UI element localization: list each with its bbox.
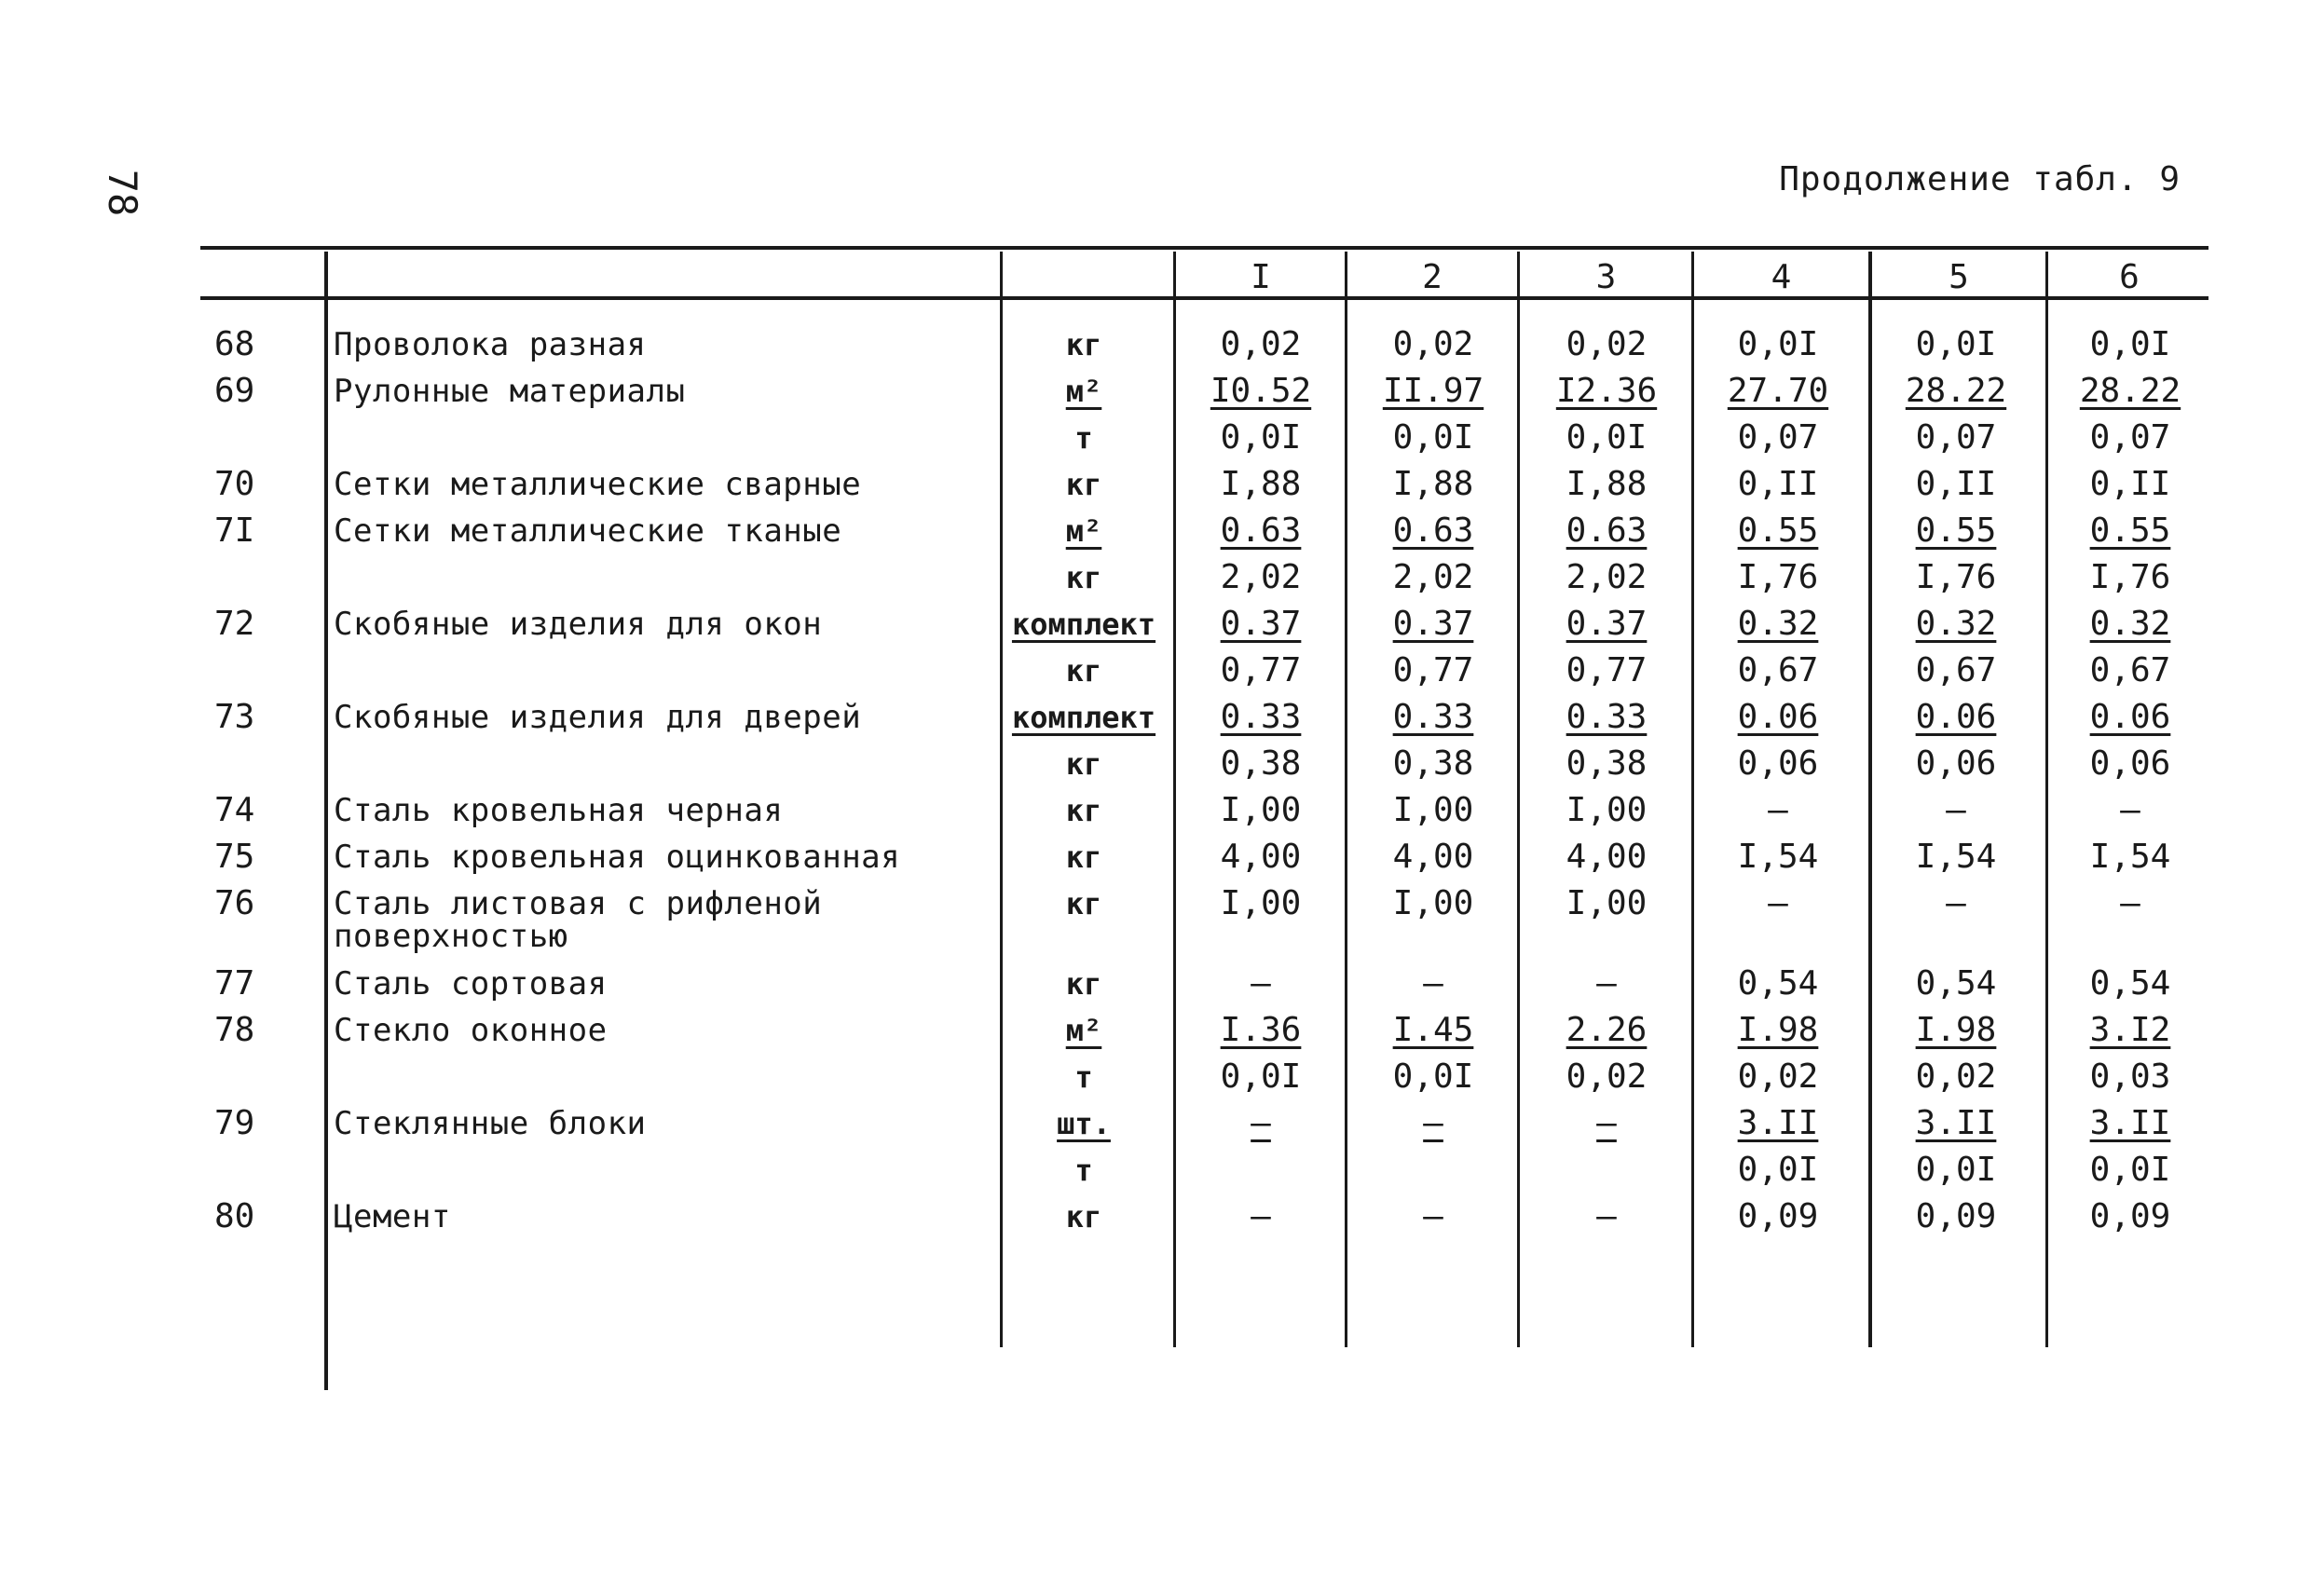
value-cell: 2,02	[1220, 558, 1302, 596]
unit-of-measure: кг	[1065, 327, 1102, 362]
value-cell: 0.33	[1566, 698, 1648, 736]
table-row	[0, 961, 2311, 1007]
row-number: 74	[214, 791, 255, 829]
material-name: Сталь листовая с рифленой	[334, 885, 823, 922]
value-cell: 0,09	[2089, 1197, 2171, 1235]
row-number: 70	[214, 465, 255, 503]
value-cell: 0,0I	[1915, 1151, 1997, 1189]
value-cell: 0,07	[1915, 418, 1997, 457]
value-cell: 27.70	[1727, 372, 1829, 410]
column-header: 5	[1949, 258, 1969, 296]
value-cell: 0,II	[1737, 465, 1819, 503]
value-cell: I,00	[1392, 791, 1474, 829]
row-number: 7I	[214, 512, 255, 550]
value-cell: I,54	[2089, 838, 2171, 876]
value-cell: 0,38	[1220, 744, 1302, 783]
material-name: Цемент	[334, 1198, 451, 1235]
material-name: Сталь кровельная оцинкованная	[334, 839, 901, 876]
unit-of-measure: кг	[1065, 653, 1102, 689]
value-cell: I,54	[1915, 838, 1997, 876]
table-row	[0, 1100, 2311, 1147]
value-cell: 0,0I	[2089, 1151, 2171, 1189]
value-cell: 0.06	[2089, 698, 2171, 736]
row-number: 79	[214, 1104, 255, 1142]
value-cell: 3.I2	[2089, 1011, 2171, 1049]
value-cell: 0.37	[1220, 605, 1302, 643]
value-cell: –	[1423, 1197, 1443, 1235]
value-cell: 2.26	[1566, 1011, 1648, 1049]
unit-of-measure: кг	[1065, 560, 1102, 595]
value-cell: 0,67	[1737, 651, 1819, 689]
value-cell: I2.36	[1555, 372, 1658, 410]
unit-of-measure: кг	[1065, 1199, 1102, 1235]
value-cell: I.98	[1737, 1011, 1819, 1049]
value-cell: 0,0I	[1737, 325, 1819, 363]
column-header: 3	[1595, 258, 1617, 296]
value-cell: I,76	[1915, 558, 1997, 596]
table-row	[0, 1007, 2311, 1054]
material-name: Скобяные изделия для дверей	[334, 699, 862, 736]
unit-of-measure: кг	[1065, 746, 1102, 782]
value-cell: 0.33	[1220, 698, 1302, 736]
value-cell: 0,03	[2089, 1057, 2171, 1096]
value-cell: 0,02	[1220, 325, 1302, 363]
row-number: 69	[214, 372, 255, 410]
value-cell: 0,0I	[1737, 1151, 1819, 1189]
value-cell: 0,38	[1392, 744, 1474, 783]
value-cell: I,54	[1737, 838, 1819, 876]
unit-of-measure: м²	[1065, 513, 1102, 549]
value-cell: –	[2120, 791, 2140, 829]
value-cell: 0,54	[1737, 964, 1819, 1003]
value-cell: 0,0I	[1915, 325, 1997, 363]
value-cell: 0,77	[1566, 651, 1648, 689]
table-row	[0, 834, 2311, 880]
material-name-continued: поверхностью	[334, 918, 568, 955]
unit-of-measure: т	[1074, 1059, 1093, 1095]
value-cell: –	[2120, 884, 2140, 922]
table-row	[0, 1054, 2311, 1100]
value-cell: 0,0I	[1566, 418, 1648, 457]
unit-of-measure: м²	[1065, 374, 1102, 409]
value-cell: 2,02	[1566, 558, 1648, 596]
unit-of-measure: кг	[1065, 839, 1102, 875]
value-cell: 0,38	[1566, 744, 1648, 783]
value-cell: 0.32	[1737, 605, 1819, 643]
value-cell: 0,67	[1915, 651, 1997, 689]
value-cell: 0,0I	[1220, 1057, 1302, 1096]
row-number: 68	[214, 325, 255, 363]
value-cell: 0,07	[2089, 418, 2171, 457]
row-number: 80	[214, 1197, 255, 1235]
value-cell: 0,54	[2089, 964, 2171, 1003]
unit-of-measure: комплект	[1011, 700, 1156, 735]
column-header: 2	[1422, 258, 1443, 296]
value-cell: 3.II	[1915, 1104, 1997, 1142]
column-header: 6	[2119, 258, 2140, 296]
value-cell: 4,00	[1392, 838, 1474, 876]
value-cell: 0,02	[1566, 325, 1648, 363]
value-cell: –	[1251, 964, 1271, 1003]
row-number: 73	[214, 698, 255, 736]
unit-of-measure: т	[1074, 1153, 1093, 1188]
page-number: 78	[100, 169, 145, 217]
value-cell: 0,II	[1915, 465, 1997, 503]
row-number: 76	[214, 884, 255, 922]
value-cell: 0.32	[1915, 605, 1997, 643]
value-cell: –	[1596, 1197, 1617, 1235]
unit-of-measure: комплект	[1011, 607, 1156, 642]
value-cell: 0,II	[2089, 465, 2171, 503]
material-name: Сталь сортовая	[334, 965, 608, 1003]
table-row	[0, 1147, 2311, 1194]
value-cell: –	[1251, 1104, 1271, 1142]
material-name: Скобяные изделия для окон	[334, 606, 823, 643]
material-name: Стеклянные блоки	[334, 1105, 647, 1142]
value-cell: 0.06	[1915, 698, 1997, 736]
value-cell: II.97	[1382, 372, 1484, 410]
value-cell: I,88	[1566, 465, 1648, 503]
value-cell: 4,00	[1220, 838, 1302, 876]
value-cell: 0,0I	[1392, 418, 1474, 457]
row-number: 75	[214, 838, 255, 876]
column-header: 4	[1771, 258, 1792, 296]
table-row	[0, 648, 2311, 694]
value-cell: 0,0I	[1220, 418, 1302, 457]
value-cell: 0,0I	[2089, 325, 2171, 363]
value-cell: 0,06	[2089, 744, 2171, 783]
value-cell: 0,09	[1737, 1197, 1819, 1235]
header-bottom-rule	[200, 296, 2208, 300]
value-cell: I,00	[1220, 791, 1302, 829]
value-cell: 0,06	[1915, 744, 1997, 783]
row-number: 77	[214, 964, 255, 1003]
value-cell: 0.55	[2089, 512, 2171, 550]
value-cell: 0.55	[1915, 512, 1997, 550]
value-cell: –	[1423, 1104, 1443, 1142]
unit-of-measure: кг	[1065, 886, 1102, 921]
value-cell: 0,77	[1392, 651, 1474, 689]
table-row	[0, 880, 2311, 955]
table-row	[0, 461, 2311, 508]
value-cell: I,00	[1566, 791, 1648, 829]
table-row	[0, 741, 2311, 787]
table-row	[0, 1194, 2311, 1240]
column-header: I	[1251, 258, 1271, 296]
value-cell: 3.II	[2089, 1104, 2171, 1142]
value-cell: 0,07	[1737, 418, 1819, 457]
value-cell: I,88	[1392, 465, 1474, 503]
material-name: Проволока разная	[334, 326, 647, 363]
table-row	[0, 368, 2311, 415]
value-cell: –	[1768, 791, 1788, 829]
value-cell: 0.63	[1220, 512, 1302, 550]
value-cell: –	[1596, 1104, 1617, 1142]
value-cell: I,76	[1737, 558, 1819, 596]
value-cell: 0,02	[1737, 1057, 1819, 1096]
unit-of-measure: кг	[1065, 793, 1102, 828]
unit-of-measure: м²	[1065, 1013, 1102, 1048]
value-cell: I,76	[2089, 558, 2171, 596]
value-cell: 0,77	[1220, 651, 1302, 689]
value-cell: 0,54	[1915, 964, 1997, 1003]
table-top-rule	[200, 246, 2208, 250]
material-name: Стекло оконное	[334, 1012, 608, 1049]
value-cell: 0,06	[1737, 744, 1819, 783]
value-cell: I,00	[1392, 884, 1474, 922]
value-cell: 28.22	[1905, 372, 2007, 410]
value-cell: I0.52	[1210, 372, 1312, 410]
value-cell: I.36	[1220, 1011, 1302, 1049]
table-row	[0, 694, 2311, 741]
material-name: Рулонные материалы	[334, 373, 686, 410]
value-cell: 0.06	[1737, 698, 1819, 736]
unit-of-measure: шт.	[1057, 1106, 1111, 1141]
value-cell: 0,67	[2089, 651, 2171, 689]
value-cell: I,00	[1220, 884, 1302, 922]
material-name: Сталь кровельная черная	[334, 792, 784, 829]
row-number: 72	[214, 605, 255, 643]
material-name: Сетки металлические сварные	[334, 466, 862, 503]
value-cell: 2,02	[1392, 558, 1474, 596]
value-cell: 0.37	[1392, 605, 1474, 643]
value-cell: 0.33	[1392, 698, 1474, 736]
table-row	[0, 321, 2311, 368]
value-cell: I.98	[1915, 1011, 1997, 1049]
value-cell: 0.63	[1392, 512, 1474, 550]
value-cell: I.45	[1392, 1011, 1474, 1049]
value-cell: 0.37	[1566, 605, 1648, 643]
table-caption: Продолжение табл. 9	[1779, 160, 2181, 198]
value-cell: 0,02	[1566, 1057, 1648, 1096]
material-name: Сетки металлические тканые	[334, 512, 842, 550]
value-cell: 0,0I	[1392, 1057, 1474, 1096]
value-cell: 0.63	[1566, 512, 1648, 550]
table-row	[0, 554, 2311, 601]
table-row	[0, 415, 2311, 461]
value-cell: I,00	[1566, 884, 1648, 922]
value-cell: 4,00	[1566, 838, 1648, 876]
value-cell: 0,02	[1392, 325, 1474, 363]
unit-of-measure: т	[1074, 420, 1093, 456]
value-cell: –	[1946, 884, 1966, 922]
value-cell: –	[1946, 791, 1966, 829]
row-number: 78	[214, 1011, 255, 1049]
value-cell: –	[1768, 884, 1788, 922]
value-cell: 3.II	[1737, 1104, 1819, 1142]
value-cell: –	[1423, 964, 1443, 1003]
unit-of-measure: кг	[1065, 966, 1102, 1002]
value-cell: 0.32	[2089, 605, 2171, 643]
unit-of-measure: кг	[1065, 467, 1102, 502]
value-cell: –	[1596, 964, 1617, 1003]
value-cell: 0,02	[1915, 1057, 1997, 1096]
value-cell: I,88	[1220, 465, 1302, 503]
table-row	[0, 508, 2311, 554]
table-row	[0, 787, 2311, 834]
table-row	[0, 601, 2311, 648]
value-cell: 0.55	[1737, 512, 1819, 550]
value-cell: 28.22	[2079, 372, 2181, 410]
value-cell: –	[1251, 1197, 1271, 1235]
value-cell: 0,09	[1915, 1197, 1997, 1235]
